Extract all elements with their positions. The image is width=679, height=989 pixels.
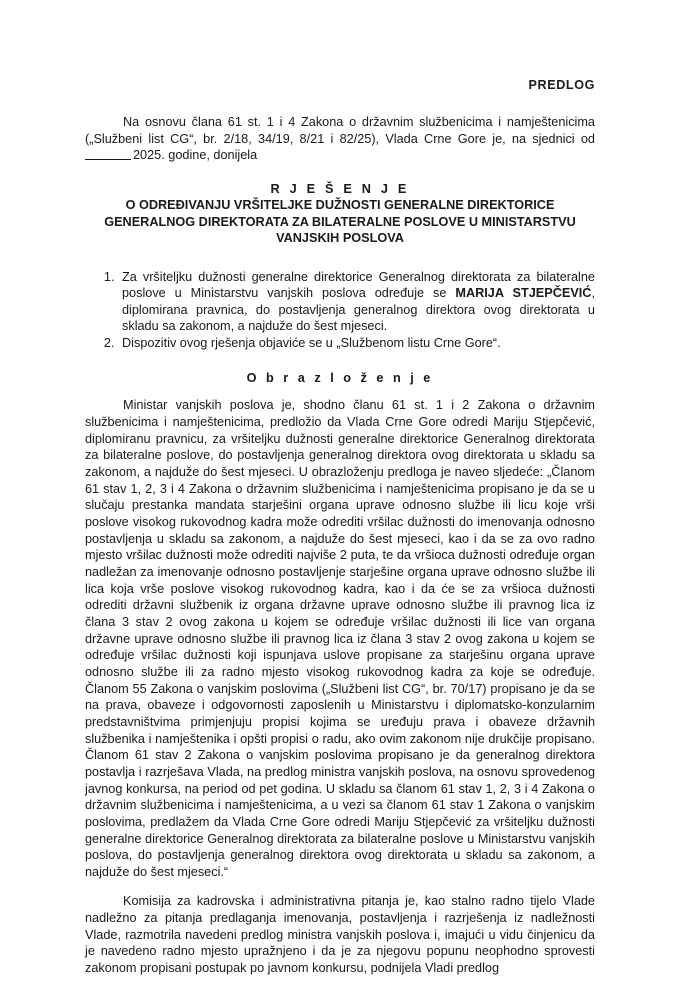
preamble-paragraph	[85, 114, 595, 164]
dispositiv-item-2	[118, 335, 595, 352]
preamble-text-before-blank: Na osnovu člana 61 st. 1 i 4 Zakona o državnim službenicima i namještenicima („Službeni list CG“, br. 2/18, 34/19, 8/21 i 82/25), Vlada Crne Gore je, na sjednici od	[85, 115, 595, 146]
title-line-subject: O ODREĐIVANJU VRŠITELJKE DUŽNOSTI GENERALNE DIREKTORICE GENERALNOG DIREKTORATA ZA BILATERALNE POSLOVE U MINISTARSTVU VANJSKIH POSLOVA	[104, 198, 576, 246]
explanation-heading: O b r a z l o ž e n j e	[246, 371, 434, 386]
appointee-name: MARIJA STJEPČEVIĆ	[455, 286, 592, 301]
dispositiv-item-1-text-after-name: , diplomirana pravnica, do postavljenja generalnog direktora ovog direktorata u skladu sa zakonom, a najduže do šest mjeseci.	[122, 286, 595, 334]
explanation-paragraph-2: Komisija za kadrovska i administrativna pitanja je, kao stalno radno tijelo Vlade nadležno za pitanja predlaganja imenovanja, postavljenja i razrješenja iz nadležnosti Vlade, razmotrila navedeni predlog ministra vanjskih poslova i, imajući u vidu činjenicu da je navedeno radno mjesto upražnjeno i da je za njegovu popunu neophodno sprovesti zakonom propisani postupak po javnom konkursu, podnijela Vladi predlog	[85, 894, 595, 975]
date-blank-field[interactable]	[85, 159, 131, 160]
title-line-rjesenje: R J E Š E N J E	[270, 181, 410, 196]
document-status-label: PREDLOG	[528, 78, 595, 92]
document-content	[85, 0, 595, 989]
explanation-paragraph-1: Ministar vanjskih poslova je, shodno članu 61 st. 1 i 2 Zakona o državnim službenicima i namještenicima, predložio da Vlada Crne Gore odredi Mariju Stjepčević, diplomiranu pravnicu, za vršiteljku dužnosti generalne direktorice Generalnog direktorata za bilateralne poslove, do postavljenja generalnog direktora ovog direktorata u skladu sa zakonom, a najduže do šest mjeseci. U obrazloženju predloga je naveo sljedeće: „Članom 61 stav 1, 2, 3 i 4 Zakona o državnim službenicima i namještenicima propisano je da se u slučaju prestanka mandata starješini organa uprave odnosno službe ili licu koje vrši poslove visokog rukovodnog kadra može odrediti vršilac dužnosti do imenovanja odnosno postavljenja u skladu sa zakonom, a najduže do šest mjeseci, kao i da se za ovo radno mjesto vršilac dužnosti može odrediti najviše 2 puta, te da vršioca dužnosti određuje organ nadležan za imenovanje odnosno postavljenje starješine organa uprave odnosno službe ili lica koja vrše poslove visokog rukovodnog kadra, kao i da će se za vršioca dužnosti odrediti državni službenik iz organa državne uprave odnosno službe ili pravnog lica iz člana 3 stav 2 ovog zakona u kojem se određuje vršilac dužnosti ili lice van organa državne uprave odnosno službe ili pravnog lica iz člana 3 stav 2 ovog zakona u kojem se određuje vršilac dužnosti koji ispunjava uslove propisane za starješinu organa uprave odnosno službe ili za radno mjesto visokog rukovodnog kadra za koje se određuje. Članom 55 Zakona o vanjskim poslovima („Službeni list CG“, br. 70/17) propisano je da se na prava, obaveze i odgovornosti zaposlenih u Ministarstvu i diplomatsko-konzularnim predstavništvima primjenjuju propisi kojima se uređuju prava i obaveze državnih službenika i namještenika i opšti propisi o radu, ako ovim zakonom nije drukčije propisano. Članom 61 stav 2 Zakona o vanjskim poslovima propisano je da generalnog direktora postavlja i razrješava Vlada, na predlog ministra vanjskih poslova, na osnovu sprovedenog javnog konkursa, na period od pet godina. U skladu sa članom 61 stav 1, 2, 3 i 4 Zakona o državnim službenicima i namještenicima, a u vezi sa članom 61 stav 1 Zakona o vanjskim poslovima, predlažem da Vlada Crne Gore odredi Mariju Stjepčević za vršiteljku dužnosti generalne direktorice Generalnog direktorata za bilateralne poslove u Ministarstvu vanjskih poslova, do postavljenja generalnog direktora ovog direktorata u skladu sa zakonom, a najduže do šest mjeseci.“	[85, 398, 595, 879]
dispositiv-list	[85, 269, 595, 352]
document-title	[85, 181, 595, 247]
preamble-text-after-blank: 2025. godine, donijela	[133, 148, 258, 163]
dispositiv-item-2-text: Dispozitiv ovog rješenja objaviće se u „Službenom listu Crne Gore“.	[122, 335, 501, 350]
dispositiv-item-1	[118, 269, 595, 335]
dispositiv-item-1-text-before-name: Za vršiteljku dužnosti generalne direktorice Generalnog direktorata za bilateralne poslove u Ministarstvu vanjskih poslova određuje se	[122, 269, 595, 301]
